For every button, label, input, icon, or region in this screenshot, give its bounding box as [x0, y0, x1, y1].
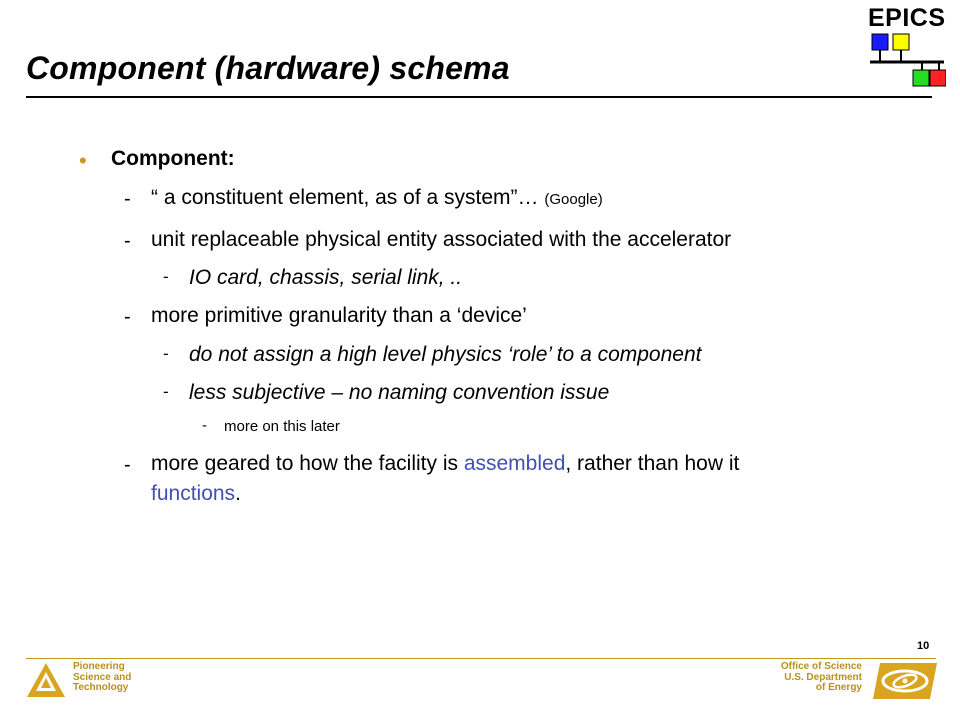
footer-divider	[26, 658, 936, 659]
bullet-heading: Component:	[111, 147, 235, 170]
sub-sub-list-item: more on this later	[224, 418, 340, 435]
bullet-icon: •	[79, 148, 87, 173]
list-item-text: more geared to how the facility is	[151, 452, 464, 475]
sub-list-item: IO card, chassis, serial link, ..	[189, 266, 463, 289]
page-number: 10	[917, 640, 930, 652]
list-item: unit replaceable physical entity associated with the accelerator	[151, 228, 732, 251]
footer-right-line: Office of Science	[780, 661, 862, 672]
dash-marker: -	[124, 454, 131, 476]
list-item	[151, 186, 603, 210]
dash-marker: -	[202, 417, 207, 434]
footer-right-text	[760, 662, 862, 694]
list-item-text: “ a constituent element, as of a system”…	[151, 186, 545, 209]
footer-left-text	[73, 662, 131, 694]
sub-list-item: less subjective – no naming convention issue	[189, 381, 610, 404]
footer-right-line: U.S. Department	[784, 671, 862, 683]
dash-marker: -	[124, 188, 131, 210]
list-item	[151, 452, 739, 476]
source-note: (Google)	[544, 191, 603, 208]
highlight-word: functions	[151, 482, 236, 505]
footer-right-line: of Energy	[815, 682, 862, 693]
footer-left-line: Pioneering	[73, 661, 125, 672]
dash-marker: -	[124, 230, 131, 252]
footer-left-line: Technology	[73, 682, 129, 693]
dash-marker: -	[124, 306, 131, 328]
list-item-text: , rather than how it	[565, 452, 740, 475]
sub-list-item: do not assign a high level physics ‘role’ to a component	[189, 343, 702, 366]
list-item-text: .	[235, 482, 241, 505]
doe-office-of-science-logo-icon	[872, 662, 938, 700]
slide-title: Component (hardware) schema	[26, 50, 510, 86]
list-item: more primitive granularity than a ‘device’	[151, 304, 527, 327]
dash-marker: -	[163, 267, 169, 286]
list-item-continuation	[151, 482, 241, 506]
epics-logo-text: EPICS	[868, 4, 946, 32]
highlight-word: assembled	[463, 452, 566, 475]
dash-marker: -	[163, 382, 169, 401]
argonne-logo-icon	[26, 662, 66, 698]
dash-marker: -	[163, 344, 169, 363]
footer-left-line: Science and	[73, 671, 132, 683]
